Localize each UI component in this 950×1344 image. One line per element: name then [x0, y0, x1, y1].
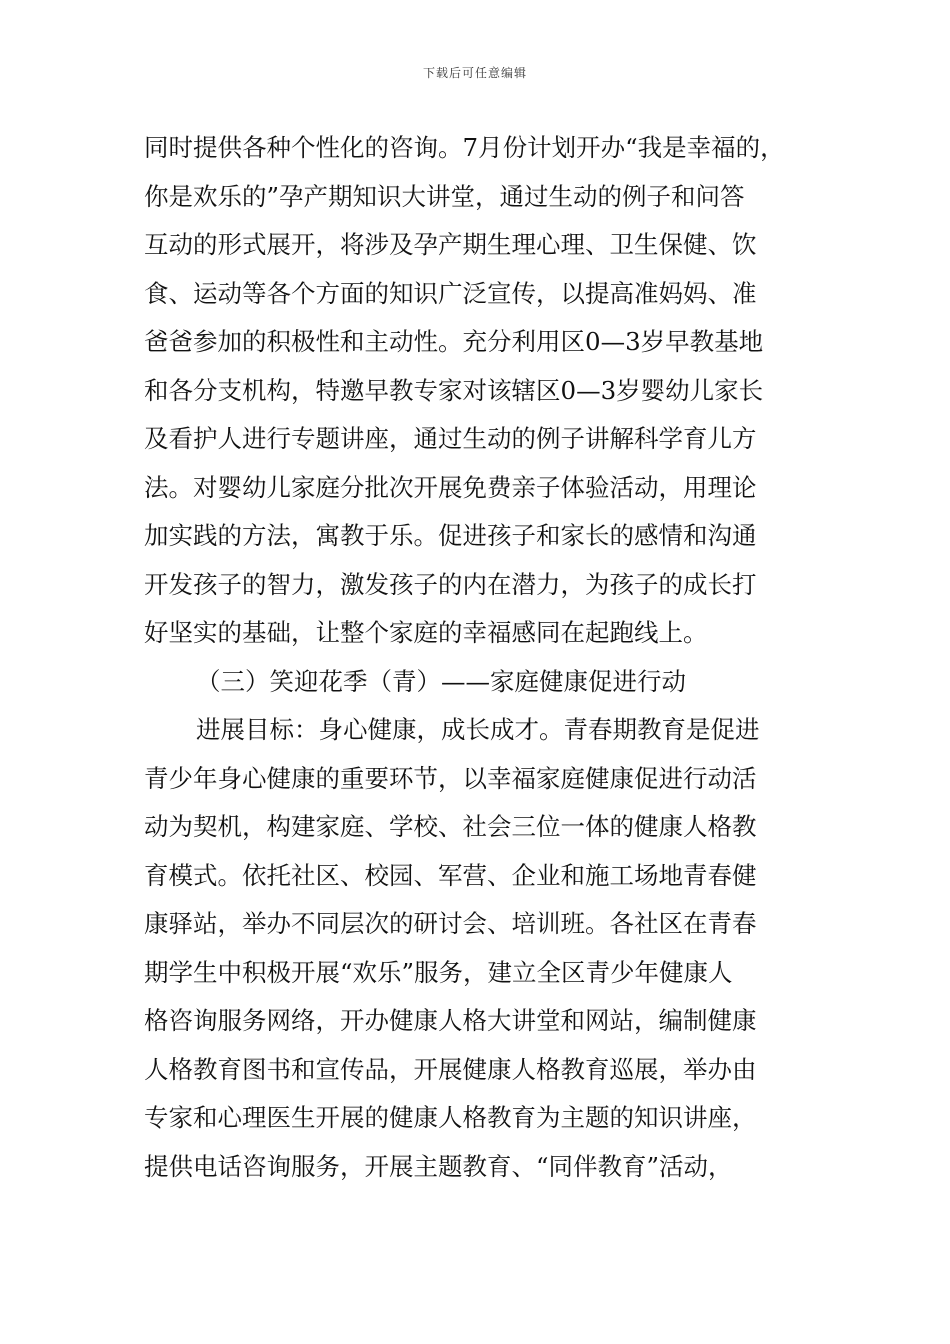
page-header: 下载后可任意编辑: [422, 66, 527, 80]
text-line: 你是欢乐的”孕产期知识大讲堂，通过生动的例子和问答: [144, 181, 745, 211]
text-line: 提供电话咨询服务，开展主题教育、“同伴教育”活动，: [144, 1151, 733, 1181]
text-line: 和各分支机构，特邀早教专家对该辖区0—3岁婴幼儿家长: [144, 375, 764, 405]
text-line: 青少年身心健康的重要环节，以幸福家庭健康促进行动活: [144, 763, 757, 793]
text-line: 格咨询服务网络，开办健康人格大讲堂和网站，编制健康: [144, 1006, 757, 1035]
text-line: 法。对婴幼儿家庭分批次开展免费亲子体验活动，用理论: [144, 472, 757, 502]
document-body: [144, 124, 816, 1191]
text-line: 好坚实的基础，让整个家庭的幸福感同在起跑线上。: [144, 618, 708, 647]
text-line: 专家和心理医生开展的健康人格教育为主题的知识讲座，: [144, 1103, 757, 1132]
text-line: 加实践的方法，寓教于乐。促进孩子和家长的感情和沟通: [144, 521, 757, 550]
text-line: 育模式。依托社区、校园、军营、企业和施工场地青春健: [144, 860, 757, 890]
text-line: 互动的形式展开，将涉及孕产期生理心理、卫生保健、饮: [144, 230, 757, 259]
paragraph-first-line: 进展目标：身心健康，成长成才。青春期教育是促进: [196, 715, 760, 744]
text-line: 动为契机，构建家庭、学校、社会三位一体的健康人格教: [144, 812, 757, 841]
text-line: 人格教育图书和宣传品，开展健康人格教育巡展，举办由: [144, 1054, 757, 1084]
text-line: 期学生中积极开展“欢乐”服务，建立全区青少年健康人: [144, 957, 733, 987]
text-line: 及看护人进行专题讲座，通过生动的例子讲解科学育儿方: [144, 424, 757, 453]
text-line: 食、运动等各个方面的知识广泛宣传，以提高准妈妈、准: [144, 278, 757, 308]
text-line: 开发孩子的智力，激发孩子的内在潜力，为孩子的成长打: [144, 569, 757, 599]
text-line: 康驿站，举办不同层次的研讨会、培训班。各社区在青春: [144, 909, 757, 938]
section-heading: （三）笑迎花季（青）——家庭健康促进行动: [196, 666, 686, 696]
text-line: 同时提供各种个性化的咨询。7月份计划开办“我是幸福的，: [144, 133, 785, 162]
text-line: 爸爸参加的积极性和主动性。充分利用区0—3岁早教基地: [144, 327, 764, 356]
